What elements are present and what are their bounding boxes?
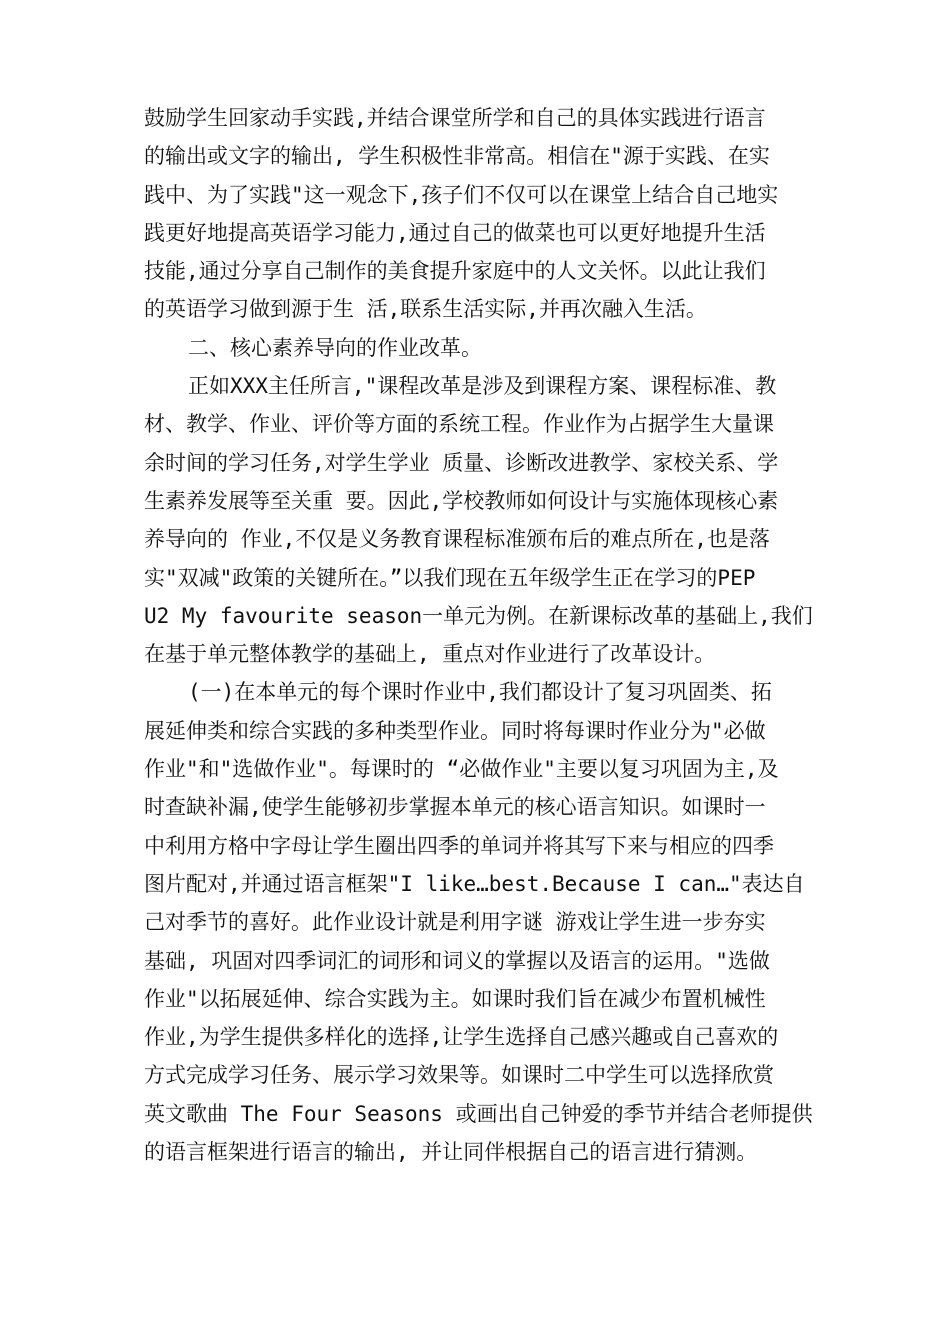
text-line: 方式完成学习任务、展示学习效果等。如课时二中学生可以选择欣赏 [144,1063,774,1088]
text-line: 实"双减"政策的关键所在。”以我们现在五年级学生正在学习的PEP [144,565,756,590]
heading-line: 二、核心素养导向的作业改革。 [188,335,482,360]
text-line: 时查缺补漏,使学生能够初步掌握本单元的核心语言知识。如课时一 [144,795,766,820]
paragraph-homework-design [144,673,824,1171]
text-line: 基础, 巩固对四季词汇的词形和词义的掌握以及语言的运用。"选做 [144,948,770,973]
section-heading [144,329,824,367]
text-line: 中利用方格中字母让学生圈出四季的单词并将其写下来与相应的四季 [144,833,774,858]
text-line: 作业"和"选做作业"。每课时的 “必做作业"主要以复习巩固为主,及 [144,757,779,782]
text-line: 作业"以拓展延伸、综合实践为主。如课时我们旨在减少布置机械性 [144,986,766,1011]
text-line: 践中、为了实践"这一观念下,孩子们不仅可以在课堂上结合自己地实 [144,182,779,207]
text-line: 的英语学习做到源于生 活,联系生活实际,并再次融入生活。 [144,297,707,322]
text-line: 生素养发展等至关重 要。因此,学校教师如何设计与实施体现核心素 [144,488,779,513]
text-line: 在基于单元整体教学的基础上, 重点对作业进行了改革设计。 [144,642,716,667]
document-page [144,99,824,1171]
text-line: 践更好地提高英语学习能力,通过自己的做菜也可以更好地提升生活 [144,220,766,245]
text-line: 技能,通过分享自己制作的美食提升家庭中的人文关怀。以此让我们 [144,259,766,284]
text-line: (一)在本单元的每个课时作业中,我们都设计了复习巩固类、拓 [188,680,772,705]
text-line: 己对季节的喜好。此作业设计就是利用字谜 游戏让学生进一步夯实 [144,910,766,935]
text-line: 的输出或文字的输出, 学生积极性非常高。相信在"源于实践、在实 [144,144,770,169]
text-line: 展延伸类和综合实践的多种类型作业。同时将每课时作业分为"必做 [144,718,766,743]
text-line: 英文歌曲 The Four Seasons 或画出自己钟爱的季节并结合老师提供 [144,1101,813,1126]
text-line: 鼓励学生回家动手实践,并结合课堂所学和自己的具体实践进行语言 [144,106,766,130]
text-line: 养导向的 作业,不仅是义务教育课程标准颁布后的难点所在,也是落 [144,527,770,552]
paragraph-practice-summary [144,99,824,329]
text-line: 材、教学、作业、评价等方面的系统工程。作业作为占据学生大量课 [144,412,774,437]
text-line: 正如XXX主任所言,"课程改革是涉及到课程方案、课程标准、教 [188,374,777,399]
text-line: 作业,为学生提供多样化的选择,让学生选择自己感兴趣或自己喜欢的 [144,1025,779,1050]
paragraph-curriculum-reform [144,367,824,673]
text-line: 余时间的学习任务,对学生学业 质量、诊断改进教学、家校关系、学 [144,450,779,475]
text-line: 图片配对,并通过语言框架"I like…best.Because I can…"表达自 [144,871,805,896]
text-line: U2 My favourite season一单元为例。在新课标改革的基础上,我们 [144,603,813,628]
text-line: 的语言框架进行语言的输出, 并让同伴根据自己的语言进行猜测。 [144,1140,758,1165]
